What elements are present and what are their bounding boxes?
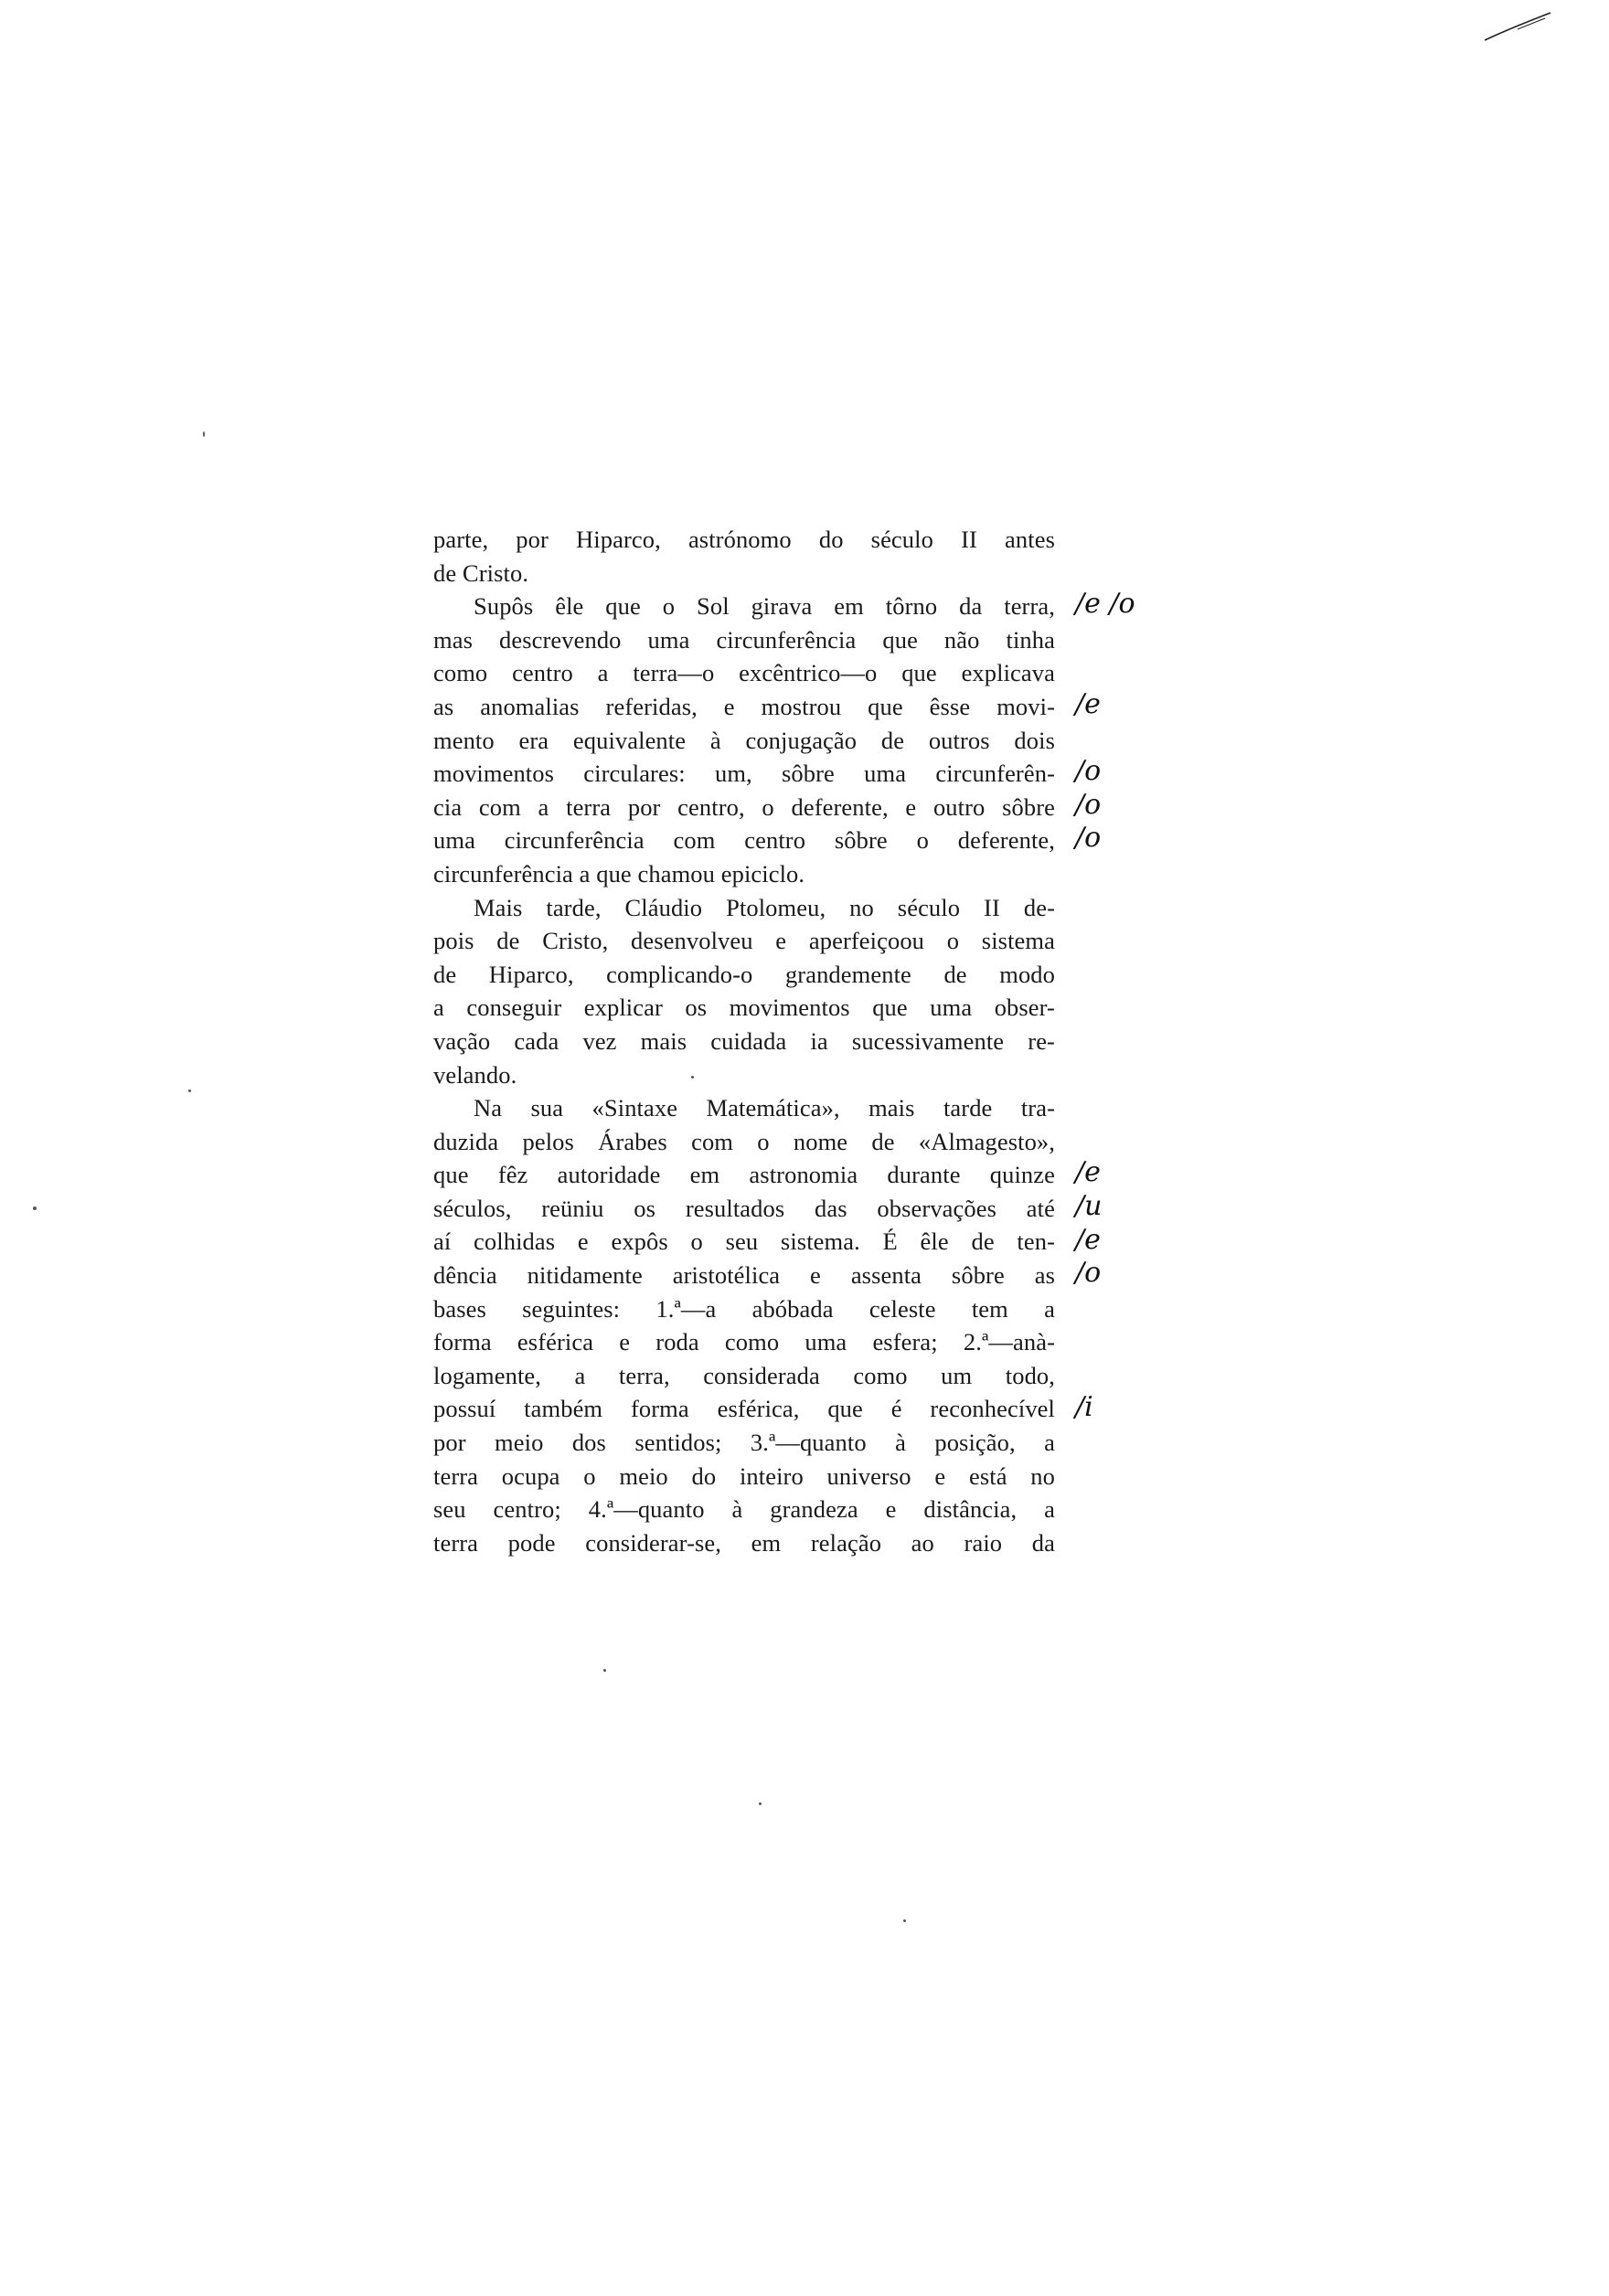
- text-line: parte, por Hiparco, astrónomo do século II antes: [433, 526, 1055, 553]
- text-line: vação cada vez mais cuidada ia sucessivamente re-: [433, 1026, 1055, 1055]
- text-line: pois de Cristo, desenvolveu e aperfeiçoou o sistema: [433, 927, 1055, 955]
- text-line: como centro a terra—o excêntrico—o que explicava: [433, 659, 1055, 687]
- margin-correction-note: /e: [1075, 688, 1101, 720]
- text-line: terra pode considerar-se, em relação ao raio da: [433, 1528, 1055, 1557]
- margin-correction-note: /e: [1075, 1156, 1101, 1189]
- text-line: Supôs êle que o Sol girava em tôrno da terra,: [474, 592, 1055, 621]
- scan-speck: [903, 1919, 906, 1922]
- scan-speck: [33, 1206, 37, 1210]
- text-line: que fêz autoridade em astronomia durante quinze: [433, 1161, 1055, 1189]
- text-line: séculos, reüniu os resultados das observações até: [433, 1194, 1055, 1222]
- text-line: terra ocupa o meio do inteiro universo e está no: [433, 1462, 1055, 1490]
- text-line: de Hiparco, complicando-o grandemente de modo: [433, 960, 1055, 988]
- margin-correction-note: /i: [1075, 1390, 1093, 1423]
- text-line: uma circunferência com centro sôbre o deferente,: [433, 826, 1055, 855]
- margin-correction-note: /u: [1075, 1190, 1103, 1222]
- margin-correction-note: /o: [1075, 822, 1102, 855]
- text-line: velando.: [433, 1060, 517, 1089]
- text-line: movimentos circulares: um, sôbre uma circunferên-: [433, 760, 1055, 788]
- text-line: mas descrevendo uma circunferência que não tinha: [433, 625, 1055, 654]
- text-line: forma esférica e roda como uma esfera; 2.ª—anà-: [433, 1328, 1055, 1356]
- margin-correction-note: /o: [1075, 755, 1102, 788]
- text-line: mento era equivalente à conjugação de outros dois: [433, 726, 1055, 754]
- scan-speck: [759, 1802, 762, 1805]
- text-line: de Cristo.: [433, 558, 529, 587]
- text-line: duzida pelos Árabes com o nome de «Almagesto»,: [433, 1127, 1055, 1155]
- margin-correction-note: /o: [1075, 1257, 1102, 1290]
- pen-stroke-mark: [1481, 9, 1554, 46]
- text-line: Mais tarde, Cláudio Ptolomeu, no século II de-: [474, 893, 1055, 921]
- text-line: logamente, a terra, considerada como um todo,: [433, 1361, 1055, 1389]
- text-line: seu centro; 4.ª—quanto à grandeza e distância, a: [433, 1495, 1055, 1524]
- text-line: possuí também forma esférica, que é reconhecível: [433, 1395, 1055, 1423]
- text-line: circunferência a que chamou epiciclo.: [433, 859, 805, 888]
- scan-speck: [188, 1090, 191, 1092]
- text-line: Na sua «Sintaxe Matemática», mais tarde tra-: [474, 1094, 1055, 1122]
- text-line: as anomalias referidas, e mostrou que êsse movi-: [433, 692, 1055, 720]
- margin-correction-note: /e: [1075, 1223, 1101, 1256]
- text-line: a conseguir explicar os movimentos que uma obser-: [433, 994, 1055, 1022]
- text-line: aí colhidas e expôs o seu sistema. É êle de ten-: [433, 1228, 1055, 1256]
- margin-correction-note: /o: [1075, 788, 1102, 821]
- text-line: dência nitidamente aristotélica e assenta sôbre as: [433, 1261, 1055, 1290]
- scan-speck: [603, 1669, 606, 1672]
- text-line: por meio dos sentidos; 3.ª—quanto à posição, a: [433, 1429, 1055, 1457]
- body-text: [433, 523, 1055, 1559]
- text-line: bases seguintes: 1.ª—a abóbada celeste tem a: [433, 1294, 1055, 1323]
- text-line: cia com a terra por centro, o deferente, e outro sôbre: [433, 792, 1055, 821]
- scan-speck: [203, 431, 205, 437]
- margin-correction-note: /e /o: [1075, 588, 1135, 621]
